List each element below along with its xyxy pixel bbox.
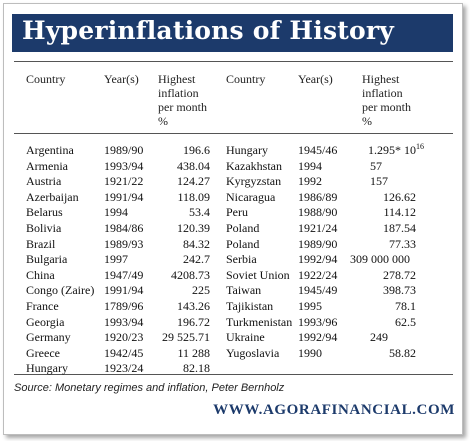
country-cell: Armenia <box>26 158 68 173</box>
header-inflation-left <box>158 72 207 128</box>
year-cell: 1993/96 <box>298 314 338 329</box>
country-cell: Greece <box>26 345 60 360</box>
country-cell: Turkmenistan <box>226 314 293 329</box>
inflation-cell <box>368 143 424 157</box>
country-cell: Peru <box>226 205 248 220</box>
inflation-cell: 249 <box>370 330 388 345</box>
year-cell: 1992/94 <box>298 330 338 345</box>
country-cell: Poland <box>226 236 260 251</box>
inflation-cell: 242.7 <box>183 252 210 267</box>
inflation-cell: 53.4 <box>189 205 210 220</box>
header-rule <box>14 133 453 134</box>
year-cell: 1993/94 <box>104 158 144 173</box>
year-cell: 1920/23 <box>104 330 144 345</box>
inflation-cell: 278.72 <box>383 267 416 282</box>
header-inflation-line: % <box>362 114 372 128</box>
inflation-cell: 438.04 <box>177 158 210 173</box>
inflation-cell: 398.73 <box>383 283 416 298</box>
year-cell: 1990 <box>298 345 322 360</box>
header-inflation-line: Highest <box>158 72 196 86</box>
header-inflation-line: % <box>158 114 168 128</box>
country-cell: Serbia <box>226 252 257 267</box>
inflation-cell: 58.82 <box>389 345 416 360</box>
header-country-left: Country <box>26 72 66 86</box>
inflation-cell: 120.39 <box>177 221 210 235</box>
header-years-right: Year(s) <box>298 72 333 86</box>
inflation-cell: 62.5 <box>395 314 416 329</box>
year-cell: 1942/45 <box>104 345 144 360</box>
year-cell: 1922/24 <box>298 267 338 282</box>
year-cell: 1789/96 <box>104 299 144 313</box>
year-cell: 1992 <box>298 174 322 189</box>
year-cell: 1994 <box>298 158 322 173</box>
year-cell: 1921/22 <box>104 174 144 189</box>
year-cell: 1989/90 <box>298 236 338 251</box>
country-cell: Hungary <box>26 361 68 376</box>
inflation-cell: 4208.73 <box>171 267 210 282</box>
country-cell: Austria <box>26 174 62 189</box>
country-cell: Poland <box>226 221 260 235</box>
top-rule <box>14 61 453 62</box>
inflation-cell: 84.32 <box>183 236 210 251</box>
country-cell: China <box>26 267 55 282</box>
country-cell: Georgia <box>26 314 65 329</box>
page-title: Hyperinflations of History <box>22 16 394 45</box>
inflation-cell: 225 <box>192 283 210 298</box>
inflation-cell: 126.62 <box>383 189 416 204</box>
header-inflation-right <box>362 72 411 128</box>
year-cell: 1947/49 <box>104 267 144 282</box>
header-years-left: Year(s) <box>104 72 139 86</box>
inflation-cell: 114.12 <box>383 205 416 220</box>
year-cell: 1923/24 <box>104 361 144 376</box>
year-cell: 1989/90 <box>104 143 144 157</box>
inflation-cell: 78.1 <box>395 299 416 313</box>
year-cell: 1986/89 <box>298 189 338 204</box>
header-inflation-line: inflation <box>362 86 403 100</box>
year-cell: 1989/93 <box>104 236 144 251</box>
inflation-cell: 11 288 <box>177 345 210 360</box>
source-note: Source: Monetary regimes and inflation, Peter Bernholz <box>14 382 285 394</box>
bottom-rule <box>14 374 453 375</box>
country-cell: Hungary <box>226 143 268 157</box>
country-cell: Brazil <box>26 236 56 251</box>
inflation-cell: 196.6 <box>183 143 210 157</box>
inflation-exponent: 16 <box>416 142 424 151</box>
country-cell: Tajikistan <box>226 299 274 313</box>
country-cell: Nicaragua <box>226 189 276 204</box>
inflation-mantissa: 1.295* 10 <box>368 143 416 157</box>
year-cell: 1991/94 <box>104 283 144 298</box>
country-cell: Bolivia <box>26 221 62 235</box>
country-cell: Germany <box>26 330 71 345</box>
year-cell: 1994 <box>104 205 128 220</box>
header-inflation-line: inflation <box>158 86 199 100</box>
title-banner <box>12 14 453 52</box>
inflation-cell: 309 000 000 <box>350 252 410 267</box>
country-cell: Ukraine <box>226 330 265 345</box>
inflation-cell: 187.54 <box>383 221 416 235</box>
country-cell: Azerbaijan <box>26 189 79 204</box>
inflation-cell: 124.27 <box>177 174 210 189</box>
year-cell: 1988/90 <box>298 205 338 220</box>
inflation-cell: 29 525.71 <box>162 330 210 345</box>
year-cell: 1945/49 <box>298 283 338 298</box>
country-cell: Belarus <box>26 205 63 220</box>
inflation-cell: 196.72 <box>177 314 210 329</box>
year-cell: 1992/94 <box>298 252 338 267</box>
country-cell: France <box>26 299 59 313</box>
header-inflation-line: Highest <box>362 72 400 86</box>
year-cell: 1991/94 <box>104 189 144 204</box>
year-cell: 1993/94 <box>104 314 144 329</box>
inflation-cell: 82.18 <box>183 361 210 376</box>
inflation-cell: 143.26 <box>177 299 210 313</box>
inflation-cell: 118.09 <box>177 189 210 204</box>
country-cell: Bulgaria <box>26 252 68 267</box>
header-country-right: Country <box>226 72 266 86</box>
year-cell: 1995 <box>298 299 322 313</box>
footer-url: WWW.AGORAFINANCIAL.COM <box>213 402 455 418</box>
country-cell: Yugoslavia <box>226 345 280 360</box>
year-cell: 1997 <box>104 252 128 267</box>
country-cell: Kyrgyzstan <box>226 174 282 189</box>
country-cell: Kazakhstan <box>226 158 282 173</box>
year-cell: 1921/24 <box>298 221 338 235</box>
country-cell: Soviet Union <box>226 267 290 282</box>
country-cell: Congo (Zaire) <box>26 283 95 298</box>
year-cell: 1945/46 <box>298 143 338 157</box>
inflation-cell: 57 <box>370 158 382 173</box>
header-inflation-line: per month <box>158 100 207 114</box>
inflation-cell: 77.33 <box>389 236 416 251</box>
inflation-cell: 157 <box>370 174 388 189</box>
country-cell: Argentina <box>26 143 74 157</box>
header-inflation-line: per month <box>362 100 411 114</box>
country-cell: Taiwan <box>226 283 262 298</box>
year-cell: 1984/86 <box>104 221 144 235</box>
